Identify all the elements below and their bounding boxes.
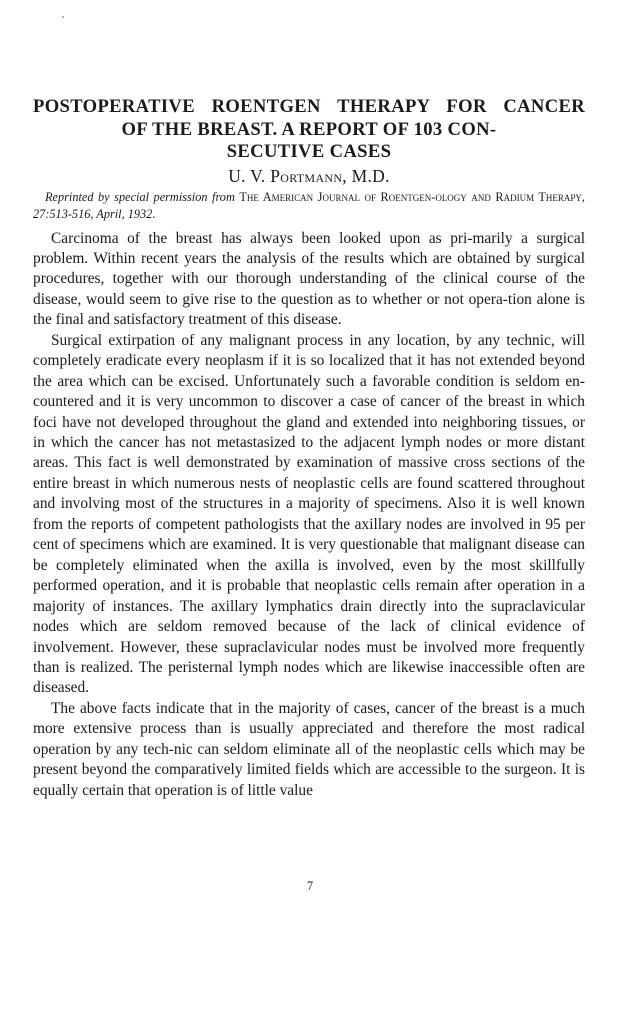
paragraph-2: Surgical extirpation of any malignant process in any location, by any technic, will completely eradicate every neoplasm if it is so localized that it has not extended beyond the area which can be excised. Unfortunately such a favorable condition is seldom en-countered and it is very uncommon to discover a case of cancer of the breast in which foci have not developed throughout the gland and extended into neighboring tissues, or in which the cancer has not metastasized to the adjacent lymph nodes or more distant areas. This fact is well demonstrated by examination of massive cross sections of the entire breast in which numerous nests of neoplastic cells are found scattered throughout and involving most of the structures in a majority of specimens. Also it is well known from the reports of competent pathologists that the axillary nodes are involved in 95 per cent of specimens which are examined. It is very questionable that malignant disease can be completely eliminated when the axilla is involved, even by the most skillfully performed operation, and it is probable that neoplastic cells remain after operation in a majority of instances. The axillary lymphatics drain directly into the supraclavicular nodes which are seldom removed because of the lack of clinical evidence of involvement. However, these supraclavicular nodes must be involved more frequently than is realized. The peristernal lymph nodes which are likewise inaccessible often are diseased. — [33, 331, 585, 697]
paragraph-3: The above facts indicate that in the majority of cases, cancer of the breast is a much more extensive process than is usually appreciated and therefore the most radical operation by any tech-nic can seldom eliminate all of the neoplastic cells which may be present beyond the comparatively limited fields which are accessible to the surgeon. It is equally certain that operation is of little value — [33, 699, 585, 799]
scan-speck — [62, 16, 64, 18]
title-line-2: OF THE BREAST. A REPORT OF 103 CON- — [121, 118, 497, 140]
reprint-notice — [33, 189, 585, 223]
author-name: U. V. Portmann, M.D. — [228, 165, 390, 186]
reprint-prefix: Reprinted by special permission from — [45, 189, 235, 204]
paragraph-1: Carcinoma of the breast has always been looked upon as pri-marily a surgical problem. Within recent years the analysis of the results which are obtained by surgical procedures, together with our thorough understanding of the clinical course of the disease, would seem to give rise to the question as to whether or not opera-tion alone is the final and satisfactory treatment of this disease. — [33, 229, 585, 329]
reprint-journal: The American Journal of Roentgen-ology and Radium Therapy, — [239, 189, 585, 204]
article-title — [33, 96, 585, 164]
reprint-citation: 27:513-516, April, 1932. — [33, 206, 156, 221]
document-page — [33, 96, 585, 801]
page-number: 7 — [306, 879, 314, 893]
title-line-3: SECUTIVE CASES — [226, 141, 392, 162]
title-line-1: POSTOPERATIVE ROENTGEN THERAPY FOR CANCER — [33, 96, 585, 117]
